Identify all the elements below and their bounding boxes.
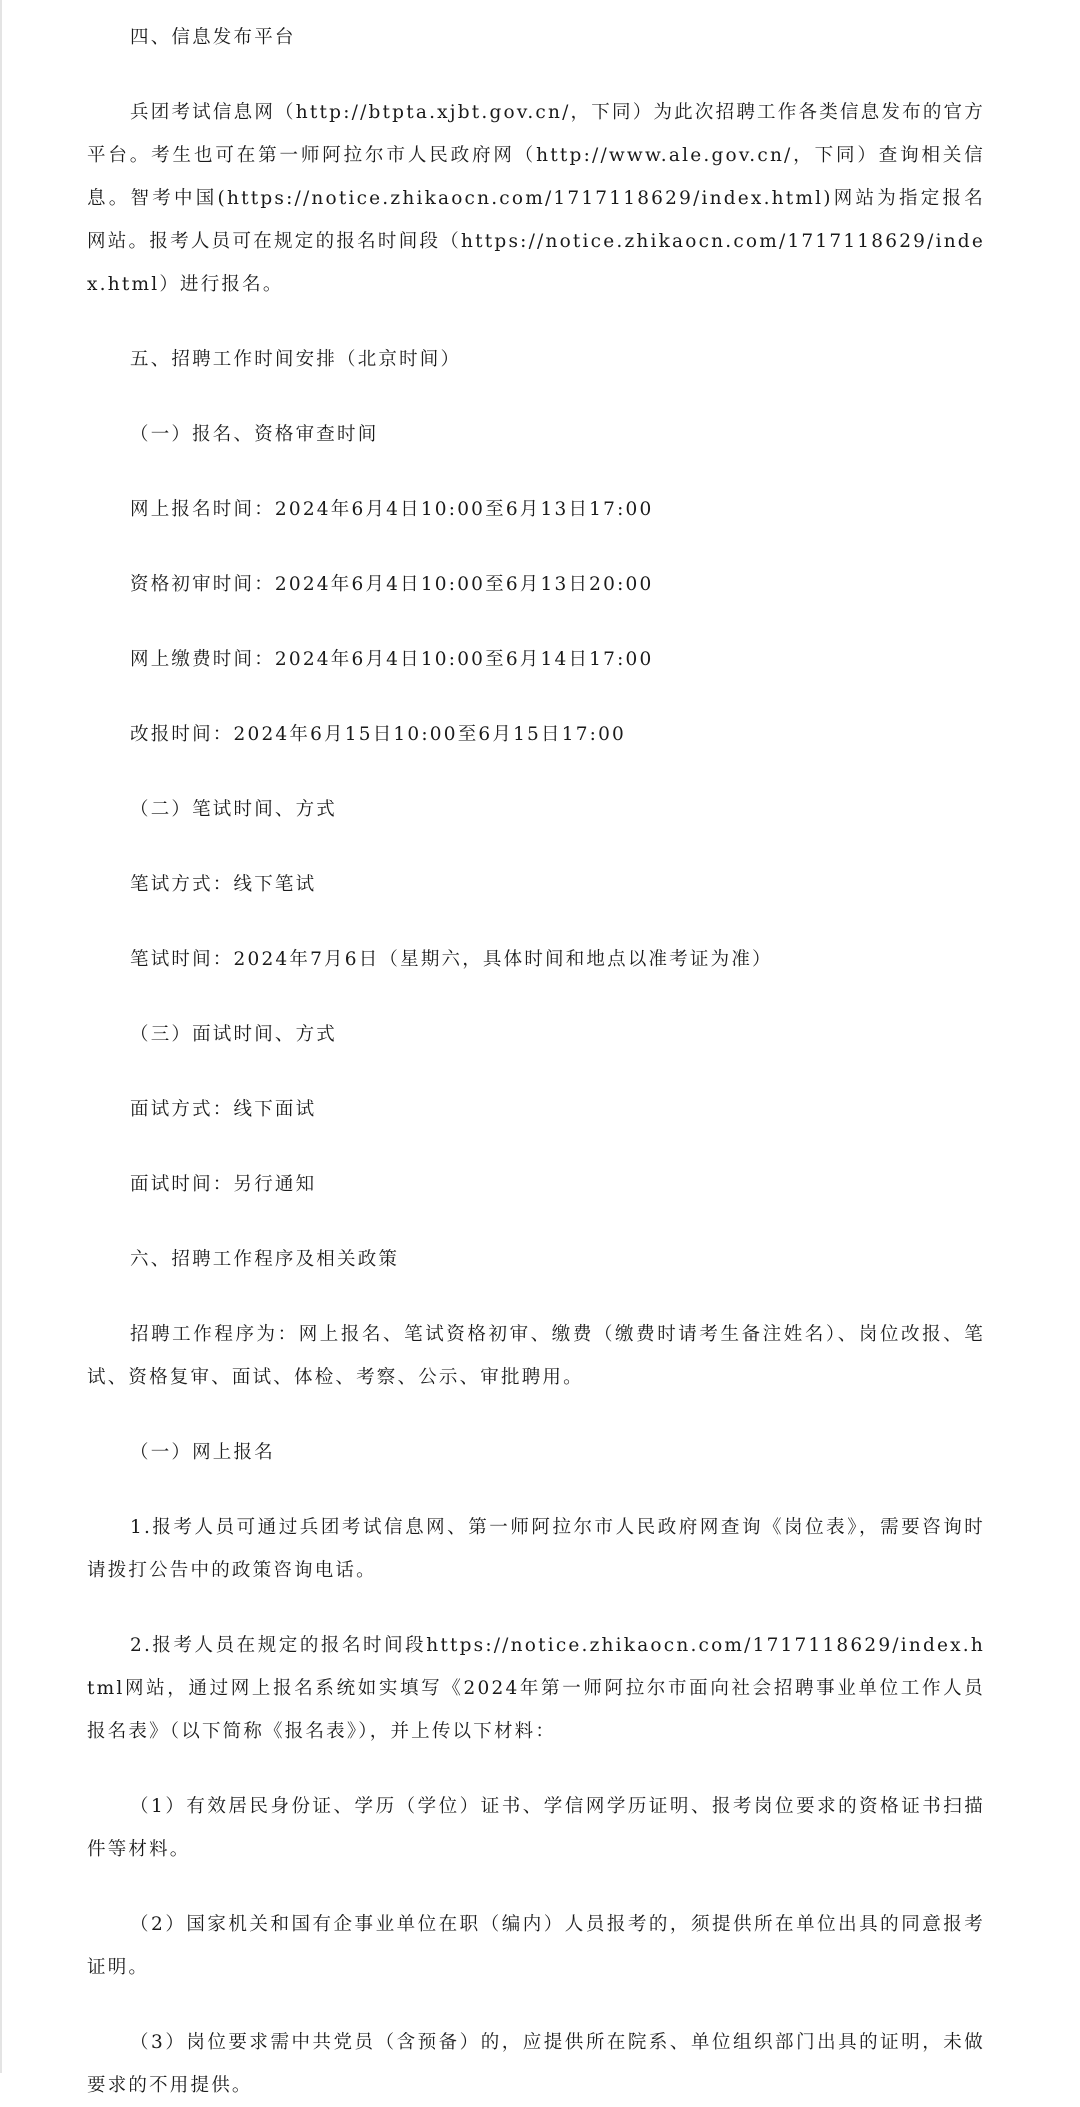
- subheading-registration-review: （一）报名、资格审查时间: [130, 424, 379, 445]
- interview-time: 面试时间：另行通知: [130, 1174, 317, 1195]
- schedule-online-payment: 网上缴费时间：2024年6月4日10:00至6月14日17:00: [130, 649, 654, 670]
- material-item-2: （2）国家机关和国有企事业单位在职（编内）人员报考的，须提供所在单位出具的同意报考证明。: [87, 1914, 985, 1978]
- section-heading-procedure: 六、招聘工作程序及相关政策: [130, 1249, 400, 1270]
- material-item-3: （3）岗位要求需中共党员（含预备）的，应提供所在院系、单位组织部门出具的证明，未做要求的不用提供。: [87, 2032, 985, 2096]
- interview-method: 面试方式：线下面试: [130, 1099, 317, 1120]
- written-exam-method: 笔试方式：线下笔试: [130, 874, 317, 895]
- schedule-change-application: 改报时间：2024年6月15日10:00至6月15日17:00: [130, 724, 627, 745]
- paragraph-procedure: 招聘工作程序为：网上报名、笔试资格初审、缴费（缴费时请考生备注姓名）、岗位改报、笔试、资格复审、面试、体检、考察、公示、审批聘用。: [87, 1324, 985, 1388]
- material-item-1: （1）有效居民身份证、学历（学位）证书、学信网学历证明、报考岗位要求的资格证书扫描件等材料。: [87, 1796, 985, 1860]
- paragraph-item-1: 1.报考人员可通过兵团考试信息网、第一师阿拉尔市人民政府网查询《岗位表》，需要咨询时请拨打公告中的政策咨询电话。: [87, 1517, 985, 1581]
- section-heading-info-platform: 四、信息发布平台: [130, 27, 296, 48]
- paragraph-item-2: 2.报考人员在规定的报名时间段https://notice.zhikaocn.com/1717118629/index.html网站，通过网上报名系统如实填写《2024年第一师阿拉尔市面向社会招聘事业单位工作人员报名表》（以下简称《报名表》），并上传以下材料：: [87, 1635, 985, 1742]
- schedule-online-registration: 网上报名时间：2024年6月4日10:00至6月13日17:00: [130, 499, 654, 520]
- subheading-interview: （三）面试时间、方式: [130, 1024, 338, 1045]
- written-exam-time: 笔试时间：2024年7月6日（星期六，具体时间和地点以准考证为准）: [130, 949, 773, 970]
- section-heading-schedule: 五、招聘工作时间安排（北京时间）: [130, 349, 462, 370]
- paragraph-info-platform: 兵团考试信息网（http://btpta.xjbt.gov.cn/，下同）为此次招聘工作各类信息发布的官方平台。考生也可在第一师阿拉尔市人民政府网（http://www.ale.gov.cn/，下同）查询相关信息。智考中国(https://notice.zhikaocn.com/1717118629/index.html)网站为指定报名网站。报考人员可在规定的报名时间段（https://notice.zhikaocn.com/1717118629/index.html）进行报名。: [87, 102, 985, 295]
- subheading-written-exam: （二）笔试时间、方式: [130, 799, 338, 820]
- subheading-online-registration: （一）网上报名: [130, 1442, 275, 1463]
- document-body: [87, 16, 985, 2107]
- schedule-preliminary-review: 资格初审时间：2024年6月4日10:00至6月13日20:00: [130, 574, 654, 595]
